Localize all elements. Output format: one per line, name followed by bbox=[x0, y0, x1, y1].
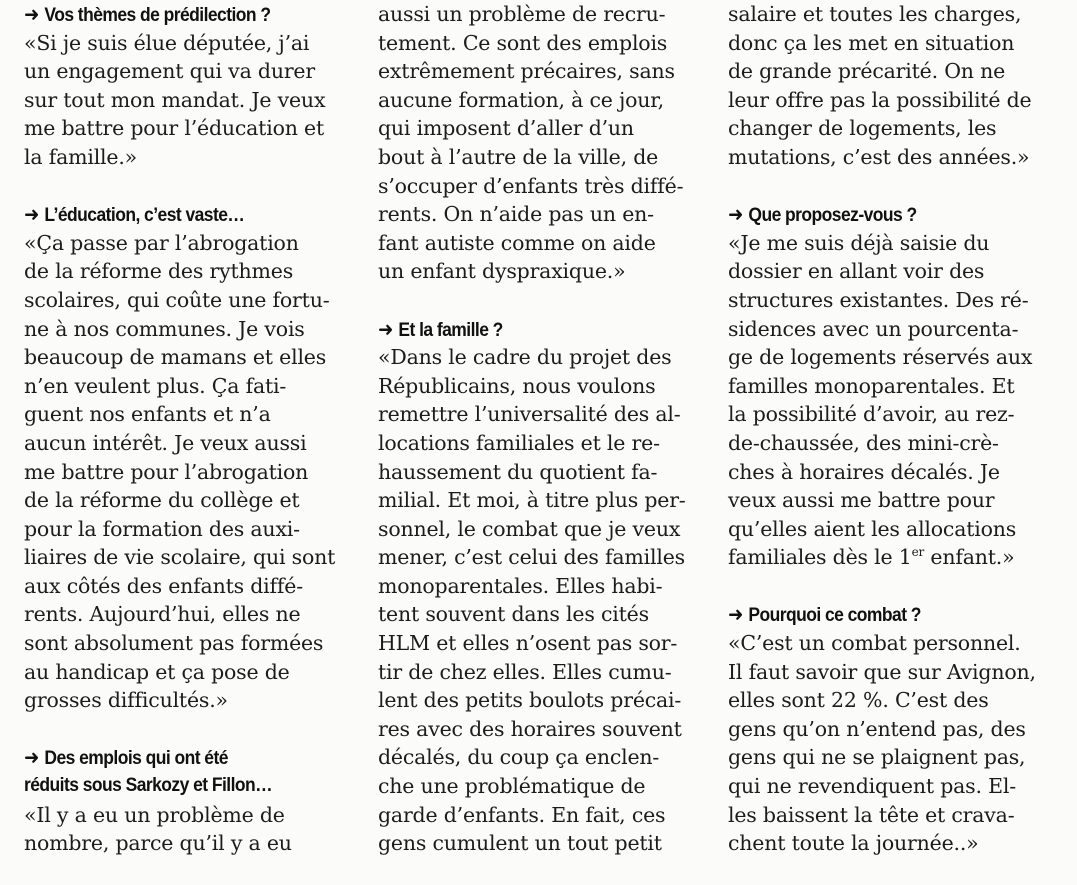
text-line: rents. On n’aide pas un en- bbox=[378, 202, 654, 227]
text-line: «Il y a eu un problème de bbox=[24, 802, 285, 827]
text-line: tir de chez elles. Elles cumu- bbox=[378, 659, 672, 684]
text-line: n’en veulent plus. Ça fati- bbox=[24, 373, 287, 398]
column-1 bbox=[24, 0, 346, 858]
arrow-right-icon: ➜ bbox=[728, 602, 743, 627]
text-line: familles monoparentales. Et bbox=[728, 373, 1015, 398]
column-3 bbox=[728, 0, 1050, 858]
text-line: elles sont 22 %. C’est des bbox=[728, 688, 989, 713]
paragraph-gap bbox=[728, 172, 1050, 201]
text-line: bout à l’autre de la ville, de bbox=[378, 144, 659, 169]
text-line: chent toute la journée..» bbox=[728, 831, 979, 856]
question-heading: ➜ Que proposez-vous ? bbox=[728, 202, 917, 227]
text-line: donc ça les met en situation bbox=[728, 30, 1015, 55]
superscript: er bbox=[911, 545, 925, 560]
text-line: fant autiste comme on aide bbox=[378, 230, 656, 255]
text-line: de la réforme des rythmes bbox=[24, 259, 294, 284]
text-line: qui imposent d’aller d’un bbox=[378, 116, 634, 141]
text-line: pour la formation des auxi- bbox=[24, 516, 300, 541]
text-line: scolaires, qui coûte une fortu- bbox=[24, 287, 330, 312]
text-line: ne à nos communes. Je vois bbox=[24, 316, 305, 341]
arrow-right-icon: ➜ bbox=[378, 316, 393, 341]
text-line: familiales dès le 1er enfant.» bbox=[728, 545, 1015, 570]
question-heading: ➜ Pourquoi ce combat ? bbox=[728, 602, 921, 627]
paragraph-gap bbox=[378, 286, 700, 315]
text-line: au handicap et ça pose de bbox=[24, 659, 290, 684]
question-heading: ➜ Et la famille ? bbox=[378, 316, 503, 341]
text-line: aussi un problème de recru- bbox=[378, 2, 666, 26]
text-line: qu’elles aient les allocations bbox=[728, 516, 1017, 541]
text-line: de la réforme du collège et bbox=[24, 488, 300, 513]
text-line: me battre pour l’abrogation bbox=[24, 459, 309, 484]
text-line: dossier en allant voir des bbox=[728, 259, 985, 284]
text-line: «C’est un combat personnel. bbox=[728, 631, 1021, 656]
text-line: leur offre pas la possibilité de bbox=[728, 87, 1032, 112]
text-line: me battre pour l’éducation et bbox=[24, 116, 324, 141]
text-line: mutations, c’est des années.» bbox=[728, 144, 1030, 169]
text-line: che une problématique de bbox=[378, 774, 646, 799]
arrow-right-icon: ➜ bbox=[24, 202, 39, 227]
text-line: de grande précarité. On ne bbox=[728, 59, 1006, 84]
arrow-right-icon: ➜ bbox=[24, 2, 39, 26]
question-heading: ➜ L’éducation, c’est vaste… bbox=[24, 202, 245, 227]
text-line: salaire et toutes les charges, bbox=[728, 2, 1022, 26]
text-line: res avec des horaires souvent bbox=[378, 716, 682, 741]
text-line: tent souvent dans les cités bbox=[378, 602, 649, 627]
text-line: ge de logements réservés aux bbox=[728, 345, 1033, 370]
text-line: remettre l’universalité des al- bbox=[378, 402, 681, 427]
column-2 bbox=[378, 0, 700, 858]
text-line: gens qui ne se plaignent pas, bbox=[728, 745, 1026, 770]
text-line: guent nos enfants et n’a bbox=[24, 402, 271, 427]
text-line: sonnel, le combat que je veux bbox=[378, 516, 681, 541]
text-line: «Ça passe par l’abrogation bbox=[24, 230, 299, 255]
text-line: décalés, du coup ça enclen- bbox=[378, 745, 660, 770]
text-line: sont absolument pas formées bbox=[24, 631, 324, 656]
text-line: les baissent la tête et crava- bbox=[728, 802, 1015, 827]
text-line: garde d’enfants. En fait, ces bbox=[378, 802, 666, 827]
text-line: Il faut savoir que sur Avignon, bbox=[728, 659, 1036, 684]
text-line: la possibilité d’avoir, au rez- bbox=[728, 402, 1015, 427]
text-line: ches à horaires décalés. Je bbox=[728, 459, 1000, 484]
text-line: aucune formation, à ce jour, bbox=[378, 87, 664, 112]
text-line: gens cumulent un tout petit bbox=[378, 831, 662, 856]
arrow-right-icon: ➜ bbox=[24, 745, 39, 770]
text-line: la famille.» bbox=[24, 144, 138, 169]
text-line: nombre, parce qu’il y a eu bbox=[24, 831, 292, 856]
question-heading: ➜ Des emplois qui ont été bbox=[24, 745, 228, 770]
paragraph-gap bbox=[728, 572, 1050, 601]
text-line: veux aussi me battre pour bbox=[728, 488, 995, 513]
text-line: «Je me suis déjà saisie du bbox=[728, 230, 990, 255]
text-line: monoparentales. Elles habi- bbox=[378, 573, 663, 598]
text-line: mener, c’est celui des familles bbox=[378, 545, 685, 570]
text-line: un enfant dyspraxique.» bbox=[378, 259, 626, 284]
arrow-right-icon: ➜ bbox=[728, 202, 743, 227]
text-line: extrêmement précaires, sans bbox=[378, 59, 675, 84]
text-line: «Dans le cadre du projet des bbox=[378, 345, 672, 370]
text-line: «Si je suis élue députée, j’ai bbox=[24, 30, 310, 55]
question-heading-continued: réduits sous Sarkozy et Fillon… bbox=[24, 775, 273, 797]
text-line: haussement du quotient fa- bbox=[378, 459, 658, 484]
text-line: tement. Ce sont des emplois bbox=[378, 30, 668, 55]
text-line: aux côtés des enfants diffé- bbox=[24, 573, 303, 598]
question-heading: ➜ Vos thèmes de prédilection ? bbox=[24, 2, 271, 26]
text-line: un engagement qui va durer bbox=[24, 59, 315, 84]
paragraph-gap bbox=[24, 172, 346, 201]
text-line: milial. Et moi, à titre plus per- bbox=[378, 488, 686, 513]
text-line: aucun intérêt. Je veux aussi bbox=[24, 430, 307, 455]
text-line: grosses difficultés.» bbox=[24, 688, 228, 713]
paragraph-gap bbox=[24, 715, 346, 744]
text-line: de-chaussée, des mini-crè- bbox=[728, 430, 999, 455]
text-line: locations familiales et le re- bbox=[378, 430, 660, 455]
text-line: structures existantes. Des ré- bbox=[728, 287, 1029, 312]
text-line: s’occuper d’enfants très diffé- bbox=[378, 173, 684, 198]
text-line: qui ne revendiquent pas. El- bbox=[728, 774, 1016, 799]
text-line: sur tout mon mandat. Je veux bbox=[24, 87, 326, 112]
text-line: HLM et elles n’osent pas sor- bbox=[378, 631, 678, 656]
text-line: changer de logements, les bbox=[728, 116, 997, 141]
text-line: lent des petits boulots précai- bbox=[378, 688, 682, 713]
text-line: beaucoup de mamans et elles bbox=[24, 345, 327, 370]
text-line: liaires de vie scolaire, qui sont bbox=[24, 545, 336, 570]
text-line: Républicains, nous voulons bbox=[378, 373, 656, 398]
text-line: rents. Aujourd’hui, elles ne bbox=[24, 602, 301, 627]
text-line: gens qu’on n’entend pas, des bbox=[728, 716, 1026, 741]
text-line: sidences avec un pourcenta- bbox=[728, 316, 1019, 341]
